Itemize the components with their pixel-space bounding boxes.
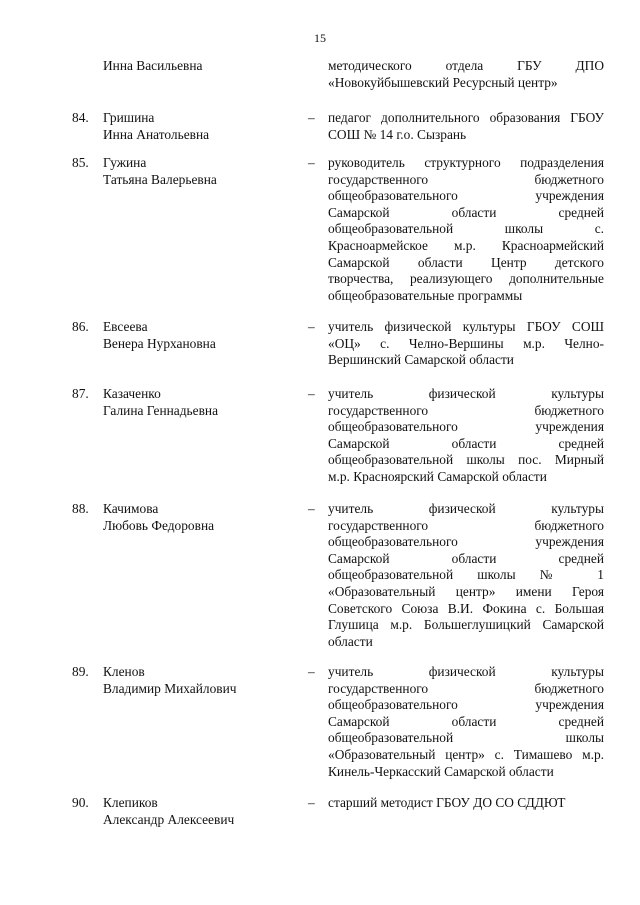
person-name	[103, 795, 303, 828]
person-name	[103, 155, 303, 188]
person-name	[103, 501, 303, 534]
name-line: Галина Геннадьевна	[103, 402, 219, 418]
dash: –	[308, 386, 315, 401]
name-line: Венера Нурхановна	[103, 335, 216, 351]
position-description	[328, 664, 604, 780]
description-line: общеобразовательного учреждения	[328, 188, 604, 204]
name-line: Инна Анатольевна	[103, 126, 210, 142]
description-line: «Образовательный центр» имени Героя	[328, 583, 604, 599]
description-line: общеобразовательного учреждения	[328, 419, 604, 435]
entry-number: 89.	[72, 664, 89, 679]
name-line: Инна Васильевна	[103, 58, 203, 73]
description-line: государственного бюджетного	[328, 171, 604, 187]
position-description	[328, 319, 604, 369]
position-description	[328, 110, 604, 143]
description-line: Самарской области средней	[328, 550, 604, 566]
description-line: Самарской области Центр детского	[328, 254, 604, 270]
description-line: м.р. Красноярский Самарской области	[328, 468, 547, 484]
position-description	[328, 386, 604, 486]
description-line: общеобразовательной школы пос. Мирный	[328, 452, 604, 468]
entry-number: 86.	[72, 319, 89, 334]
description-line: Вершинский Самарской области	[328, 352, 514, 368]
description-line: общеобразовательной школы № 1	[328, 567, 604, 583]
description-line: общеобразовательной школы с.	[328, 221, 604, 237]
dash: –	[308, 319, 315, 334]
person-name	[103, 664, 303, 697]
description-line: Советского Союза В.И. Фокина с. Большая	[328, 600, 604, 616]
entry-number: 85.	[72, 155, 89, 170]
description-line: «ОЦ» с. Челно-Вершины м.р. Челно-	[328, 335, 604, 351]
entry-number: 84.	[72, 110, 89, 125]
name-line: Гужина	[103, 155, 147, 170]
position-description	[328, 58, 604, 91]
description-line: методического отдела ГБУ ДПО	[328, 58, 604, 73]
dash: –	[308, 110, 315, 125]
dash: –	[308, 501, 315, 516]
name-line: Александр Алексеевич	[103, 811, 235, 827]
description-line: Красноармейское м.р. Красноармейский	[328, 237, 604, 253]
name-line: Татьяна Валерьевна	[103, 171, 217, 187]
description-line: учитель физической культуры	[328, 501, 604, 516]
description-line: общеобразовательного учреждения	[328, 697, 604, 713]
description-line: Кинель-Черкасский Самарской области	[328, 763, 554, 779]
description-line: государственного бюджетного	[328, 402, 604, 418]
page-number: 15	[314, 31, 326, 45]
name-line: Качимова	[103, 501, 159, 516]
description-line: учитель физической культуры ГБОУ СОШ	[328, 319, 604, 334]
position-description	[328, 501, 604, 650]
description-line: области	[328, 633, 373, 649]
description-line: Глушица м.р. Большеглушицкий Самарской	[328, 617, 604, 633]
name-line: Любовь Федоровна	[103, 517, 215, 533]
name-line: Казаченко	[103, 386, 161, 401]
entry-number: 88.	[72, 501, 89, 516]
description-line: «Образовательный центр» с. Тимашево м.р.	[328, 746, 604, 762]
description-line: педагог дополнительного образования ГБОУ	[328, 110, 604, 125]
description-line: общеобразовательной школы	[328, 730, 604, 746]
name-line: Кленов	[103, 664, 145, 679]
entry-number: 87.	[72, 386, 89, 401]
description-line: СОШ № 14 г.о. Сызрань	[328, 126, 467, 142]
position-description	[328, 155, 604, 304]
person-name	[103, 386, 303, 419]
description-line: общеобразовательные программы	[328, 287, 523, 303]
dash: –	[308, 155, 315, 170]
person-name	[103, 58, 303, 75]
person-name	[103, 319, 303, 352]
description-line: творчества, реализующего дополнительные	[328, 271, 604, 287]
description-line: Самарской области средней	[328, 204, 604, 220]
description-line: учитель физической культуры	[328, 664, 604, 679]
name-line: Евсеева	[103, 319, 148, 334]
person-name	[103, 110, 303, 143]
description-line: «Новокуйбышевский Ресурсный центр»	[328, 74, 558, 90]
entry-number: 90.	[72, 795, 89, 810]
description-line: государственного бюджетного	[328, 517, 604, 533]
description-line: государственного бюджетного	[328, 680, 604, 696]
name-line: Клепиков	[103, 795, 158, 810]
description-line: руководитель структурного подразделения	[328, 155, 604, 170]
dash: –	[308, 795, 315, 810]
dash: –	[308, 664, 315, 679]
description-line: учитель физической культуры	[328, 386, 604, 401]
description-line: Самарской области средней	[328, 435, 604, 451]
description-line: старший методист ГБОУ ДО СО СДДЮТ	[328, 795, 566, 810]
name-line: Владимир Михайлович	[103, 680, 237, 696]
description-line: общеобразовательного учреждения	[328, 534, 604, 550]
position-description	[328, 795, 604, 812]
name-line: Гришина	[103, 110, 155, 125]
description-line: Самарской области средней	[328, 713, 604, 729]
